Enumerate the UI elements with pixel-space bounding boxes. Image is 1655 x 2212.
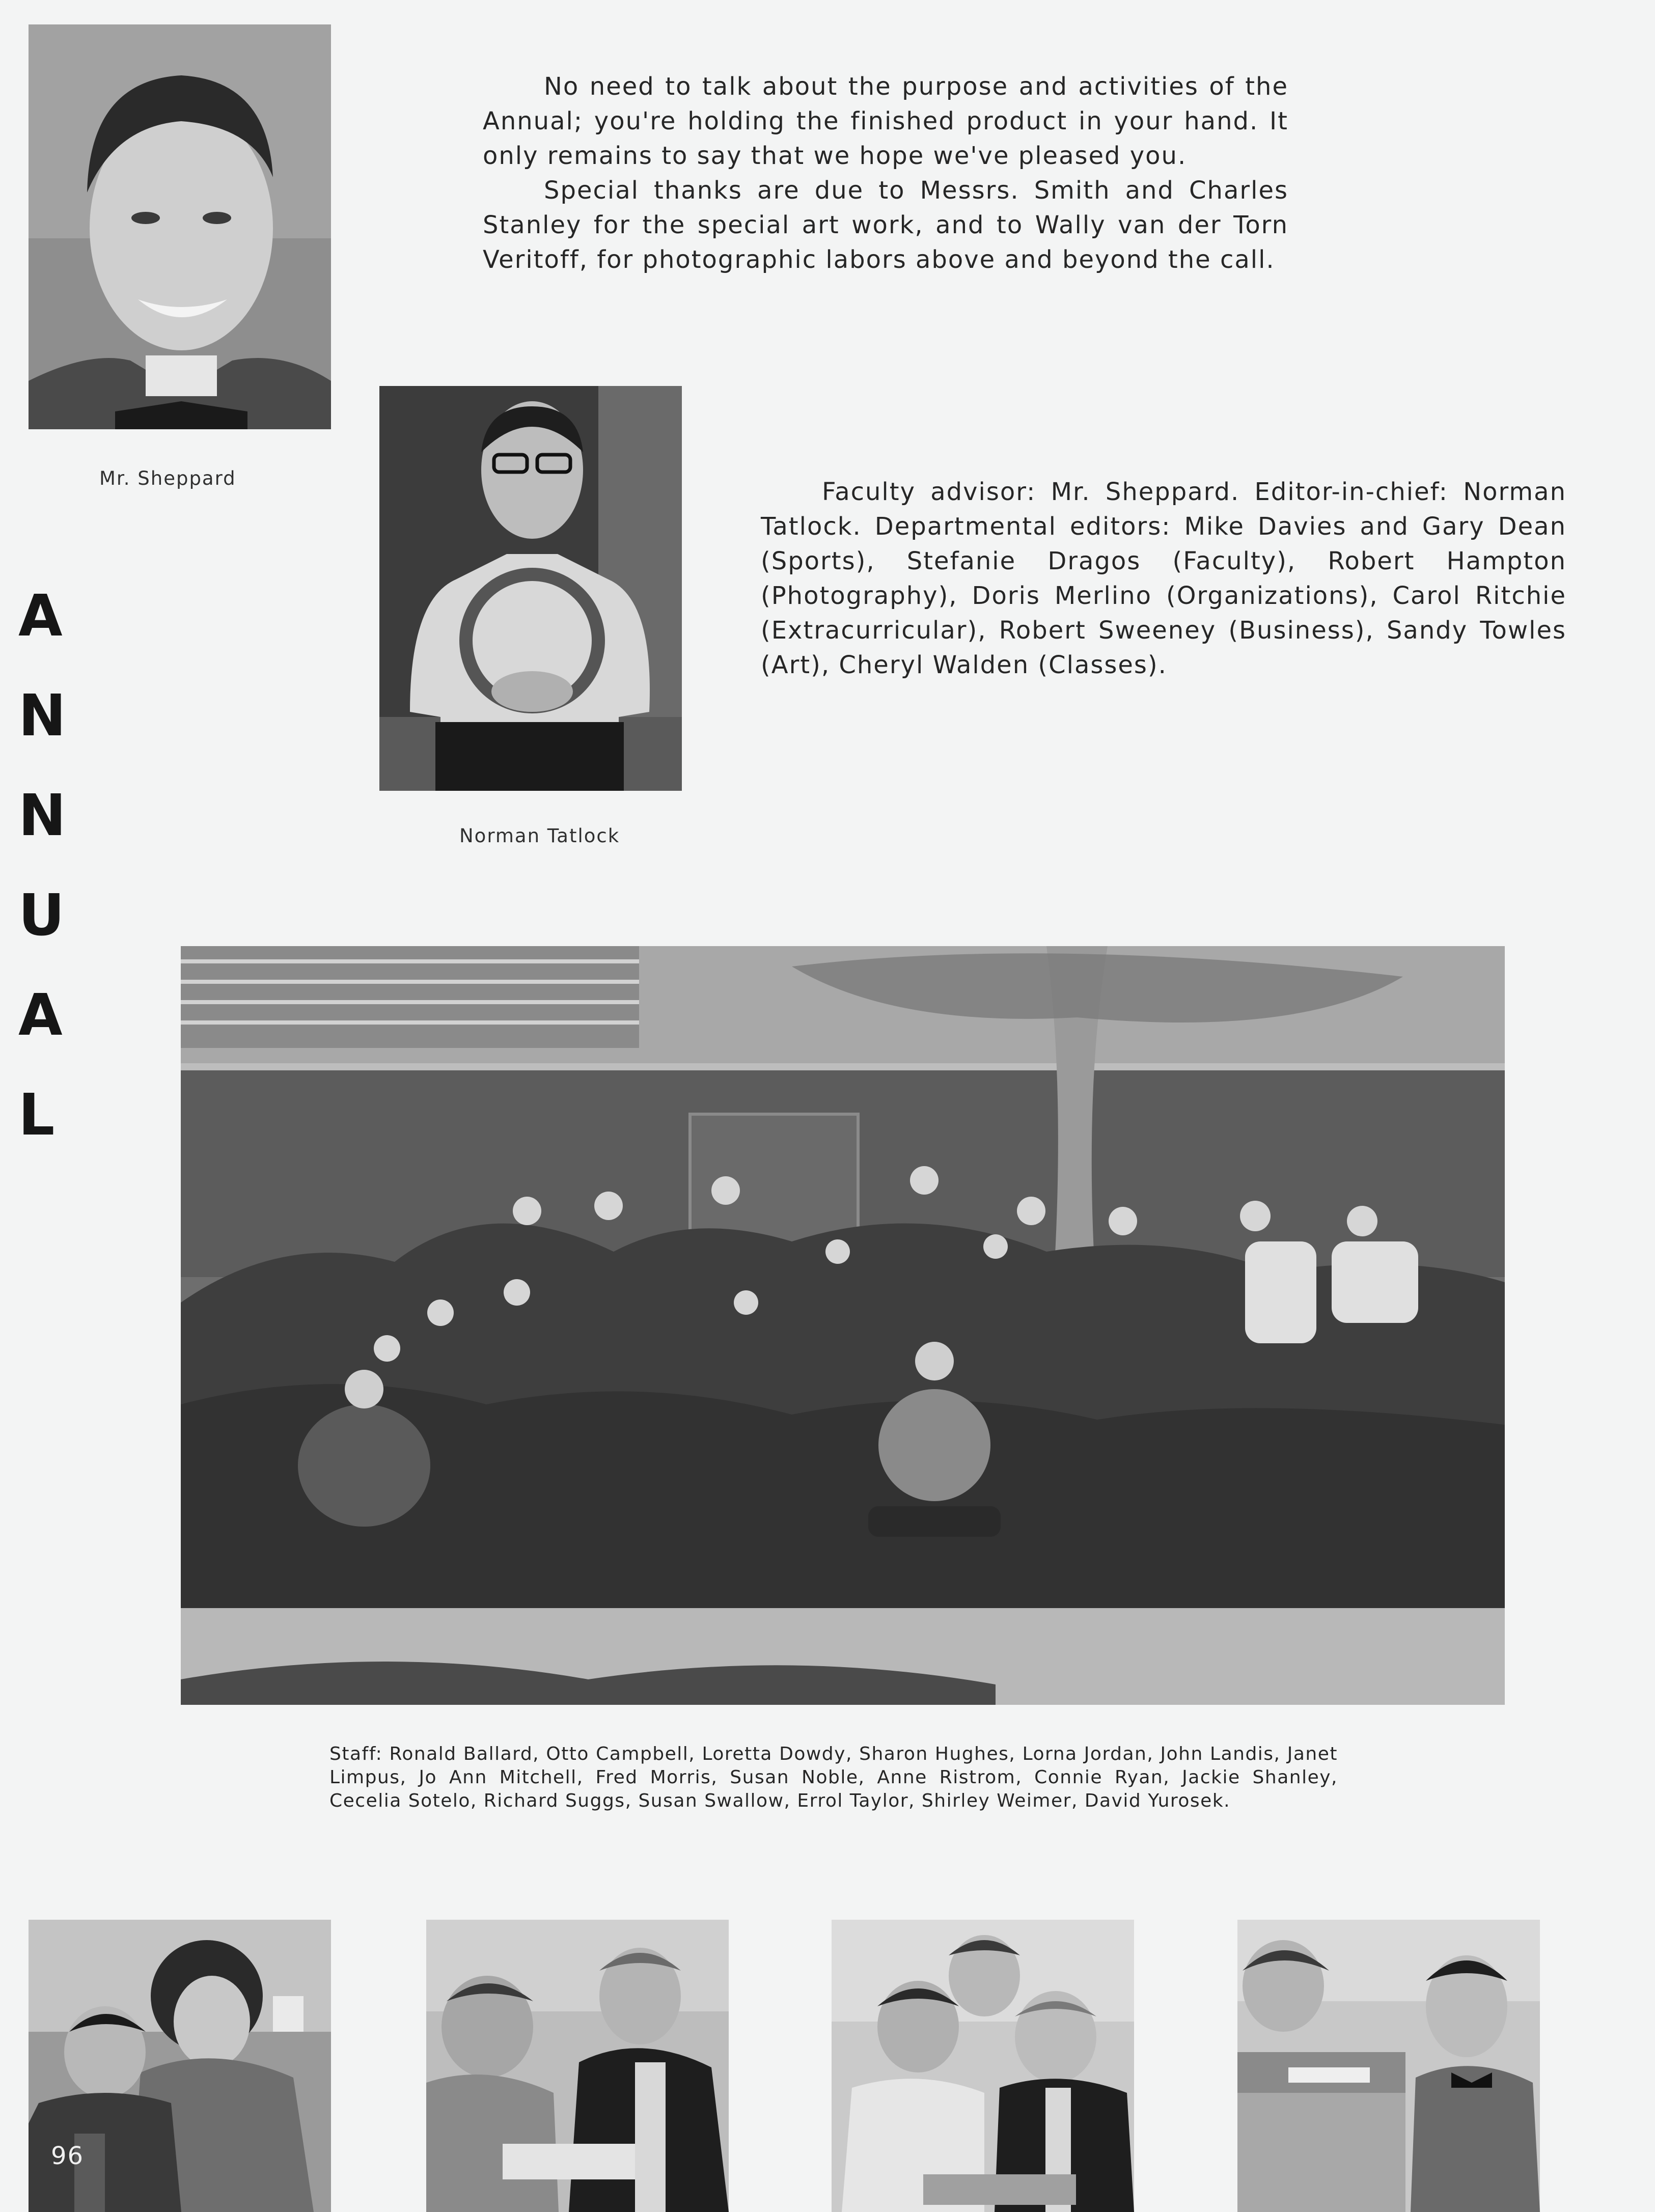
title-letter: N xyxy=(18,683,66,749)
photo-candid-2 xyxy=(426,1920,729,2212)
staff-caption: Staff: Ronald Ballard, Otto Campbell, Loretta Dowdy, Sharon Hughes, Lorna Jordan, John Landis, Janet Limpus, Jo Ann Mitchell, Fred Morris, Susan Noble, Anne Ristrom, Connie Ryan, Jackie Shanley, Cecelia Sotelo, Richard Suggs, Susan Swallow, Errol Taylor, Shirley Weimer, David Yurosek. xyxy=(329,1744,1338,1811)
title-letter: L xyxy=(18,1082,55,1148)
editors-text xyxy=(761,475,1566,682)
title-letter: N xyxy=(18,783,66,849)
caption-norman-tatlock: Norman Tatlock xyxy=(459,825,620,847)
page-number: 96 xyxy=(51,2142,85,2170)
photo-norman-tatlock xyxy=(379,386,682,791)
photo-mr-sheppard xyxy=(29,24,331,429)
intro-paragraph-1: No need to talk about the purpose and activities of the Annual; you're holding the finished product in your hand. It only remains to say that we hope we've pleased you. xyxy=(483,72,1288,170)
title-letter: A xyxy=(18,982,63,1048)
photo-candid-3 xyxy=(832,1920,1134,2212)
photo-candid-4 xyxy=(1237,1920,1540,2212)
section-title-vertical xyxy=(18,583,69,1184)
title-letter: A xyxy=(18,583,63,649)
photo-annual-staff-group xyxy=(181,946,1505,1705)
intro-paragraph-2: Special thanks are due to Messrs. Smith and Charles Stanley for the special art work, and to Wally van der Torn Veritoff, for photographic labors above and beyond the call. xyxy=(483,176,1288,274)
intro-text xyxy=(483,69,1288,277)
editors-paragraph: Faculty advisor: Mr. Sheppard. Editor-in-chief: Norman Tatlock. Departmental editors: Mike Davies and Gary Dean (Sports), Stefanie Dragos (Faculty), Robert Hampton (Photography), Doris Merlino (Organizations), Carol Ritchie (Extracurricular), Robert Sweeney (Business), Sandy Towles (Art), Cheryl Walden (Classes). xyxy=(761,478,1566,679)
title-letter: U xyxy=(18,882,65,949)
caption-mr-sheppard: Mr. Sheppard xyxy=(99,467,236,489)
